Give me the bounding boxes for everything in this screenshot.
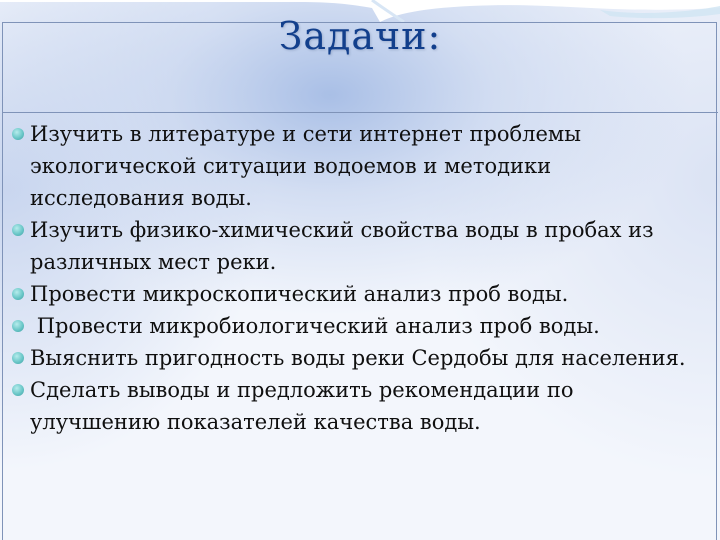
bullet-icon xyxy=(12,128,24,140)
title-divider xyxy=(2,112,718,113)
list-item-text: Сделать выводы и предложить рекомендации по улучшению показателей качества воды. xyxy=(30,378,574,434)
task-list xyxy=(12,118,702,438)
bullet-icon xyxy=(12,224,24,236)
list-item xyxy=(12,278,702,310)
list-item xyxy=(12,342,702,374)
bullet-icon xyxy=(12,384,24,396)
list-item-text: Провести микроскопический анализ проб воды. xyxy=(30,282,569,306)
list-item xyxy=(12,374,702,438)
list-item-text: Изучить физико-химический свойства воды в пробах из различных мест реки. xyxy=(30,218,654,274)
bullet-icon xyxy=(12,352,24,364)
slide-title: Задачи: xyxy=(278,14,442,58)
bullet-icon xyxy=(12,320,24,332)
list-item xyxy=(12,214,702,278)
list-item-text: Изучить в литературе и сети интернет проблемы экологической ситуации водоемов и методики исследования воды. xyxy=(30,122,581,210)
list-item-text: Провести микробиологический анализ проб воды. xyxy=(30,314,600,338)
list-item xyxy=(12,118,702,214)
list-item xyxy=(12,310,702,342)
list-item-text: Выяснить пригодность воды реки Сердобы для населения. xyxy=(30,346,686,370)
bullet-icon xyxy=(12,288,24,300)
